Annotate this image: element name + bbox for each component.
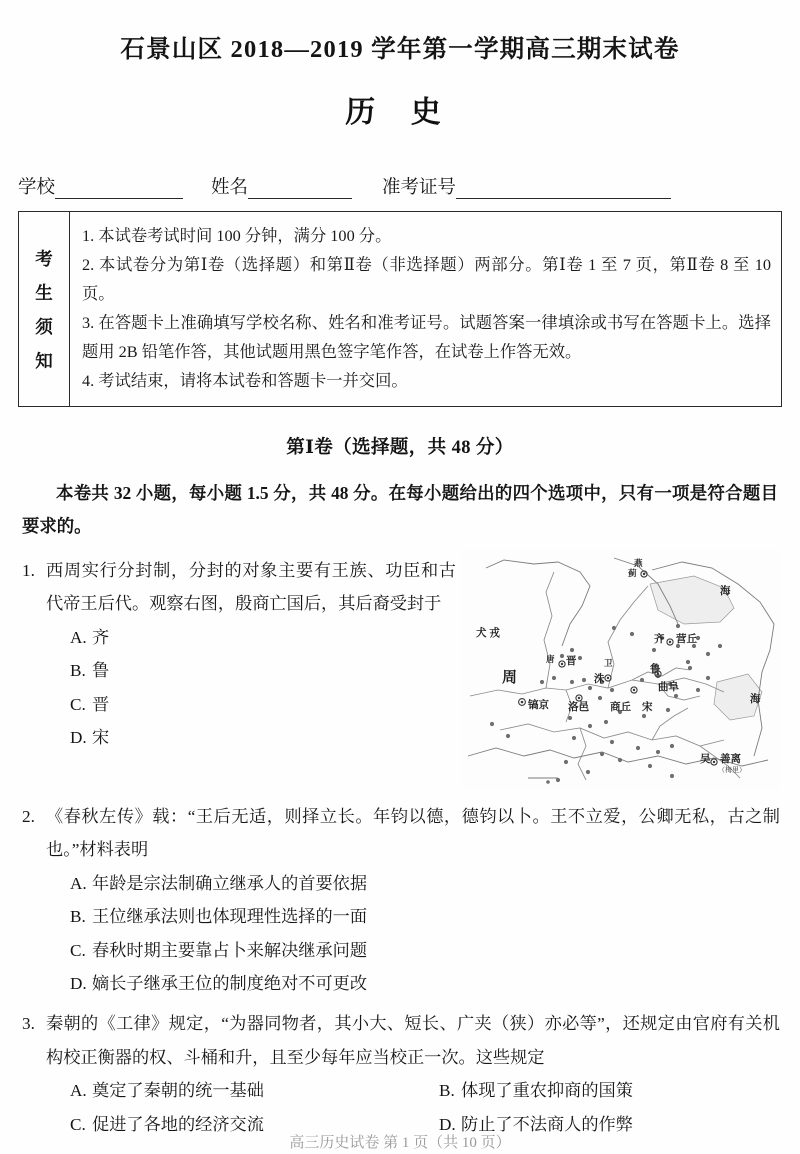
notice-item: 4. 考试结束，请将本试卷和答题卡一并交回。 — [82, 371, 408, 390]
school-input-rule[interactable] — [55, 183, 183, 199]
notice-item: 2. 本试卷分为第Ⅰ卷（选择题）和第Ⅱ卷（非选择题）两部分。第Ⅰ卷 1 至 7 页，第Ⅱ卷 8 至 10 页。 — [82, 255, 771, 303]
map-label-shangqiu: 商丘 — [610, 700, 631, 713]
question-body — [46, 1007, 780, 1141]
option-text: 促进了各地的经济交流 — [92, 1114, 264, 1134]
map-label-luoyi: 洛邑 — [568, 700, 589, 713]
question-number: 3. — [22, 1014, 35, 1033]
option-text: 春秋时期主要靠占卜来解决继承问题 — [92, 940, 368, 960]
section-intro: 本卷共 32 小题，每小题 1.5 分，共 48 分。在每小题给出的四个选项中，只有一项是符合题目要求的。 — [22, 483, 778, 537]
notice-item: 3. 在答题卡上准确填写学校名称、姓名和准考证号。试题答案一律填涂或书写在答题卡上。选择题用 2B 铅笔作答，其他试题用黑色签字笔作答，在试卷上作答无效。 — [82, 313, 771, 361]
option-item[interactable] — [46, 934, 780, 968]
option-letter: C. — [70, 940, 86, 960]
map-label-haojing: 镐京 — [528, 698, 549, 711]
option-text: 体现了重农抑商的国策 — [461, 1081, 633, 1101]
name-field[interactable] — [211, 173, 352, 199]
map-label-zhu: 洙 — [594, 672, 605, 685]
school-field[interactable] — [18, 173, 183, 199]
map-canvas — [462, 550, 780, 790]
option-item[interactable] — [46, 900, 780, 934]
map-label-qi: 齐 — [654, 632, 665, 645]
option-text: 齐 — [92, 627, 110, 647]
option-text: 晋 — [92, 694, 110, 714]
map-label-yingqiu: 营丘 — [676, 632, 697, 645]
map-svg — [462, 550, 780, 790]
option-text: 鲁 — [92, 661, 110, 681]
option-text: 防止了不法商人的作弊 — [461, 1114, 633, 1134]
map-label-qufu: 曲阜 — [658, 680, 679, 693]
examinee-notice-box — [18, 211, 782, 407]
option-text: 王位继承法则也体现理性选择的一面 — [92, 907, 368, 927]
option-text: 嫡长子继承王位的制度绝对不可更改 — [92, 974, 368, 994]
page-footer: 高三历史试卷 第 1 页（共 10 页） — [289, 1135, 511, 1151]
map-label-meili: （梅里） — [718, 766, 746, 774]
map-label-yan: 燕 — [634, 557, 643, 568]
option-letter: D. — [70, 728, 87, 748]
question-stem: 《春秋左传》载：“王后无适，则择立长。年钧以德，德钧以卜。王不立爱，公卿无私，古之制也。”材料表明 — [46, 806, 780, 860]
notice-title-char: 知 — [35, 350, 53, 371]
question-item — [20, 1007, 780, 1141]
map-label-song: 宋 — [642, 700, 653, 713]
option-letter: D. — [70, 974, 87, 994]
western-zhou-fiefdom-map — [462, 550, 780, 790]
map-label-zhou: 周 — [502, 669, 518, 686]
map-label-shanli: 善离 — [720, 752, 741, 765]
map-label-quanrong: 犬 戎 — [476, 626, 500, 639]
identity-row — [0, 173, 800, 199]
ticket-input-rule[interactable] — [456, 183, 671, 199]
notice-title-char: 须 — [35, 316, 53, 337]
question-body — [46, 554, 780, 794]
ticket-label: 准考证号 — [382, 178, 457, 198]
option-item[interactable] — [46, 967, 780, 1001]
option-list — [46, 867, 780, 1001]
name-input-rule[interactable] — [248, 183, 352, 199]
option-letter: A. — [70, 627, 87, 647]
map-label-lu: 鲁 — [650, 662, 661, 675]
notice-title-char: 考 — [35, 248, 53, 269]
notice-title-column — [19, 212, 70, 406]
map-label-sea-north: 海 — [720, 584, 731, 597]
question-stem: 西周实行分封制，分封的对象主要有王族、功臣和古代帝王后代。观察右图，殷商亡国后，其后裔受封于 — [46, 560, 456, 614]
option-text: 宋 — [92, 728, 110, 748]
option-item[interactable] — [46, 867, 780, 901]
map-label-wei: 卫 — [604, 657, 613, 668]
option-item[interactable] — [415, 1074, 780, 1108]
map-label-ji: 蓟 — [628, 567, 637, 578]
map-label-tang: 唐 — [546, 653, 555, 664]
question-stem: 秦朝的《工律》规定，“为器同物者，其小大、短长、广夹（狭）亦必等”，还规定由官府有关机构校正衡器的权、斗桶和升，且至少每年应当校正一次。这些规定 — [46, 1014, 780, 1067]
notice-body — [70, 212, 781, 406]
option-letter: B. — [70, 907, 86, 927]
school-label: 学校 — [18, 178, 56, 198]
map-label-jin: 晋 — [566, 654, 577, 667]
question-list — [20, 554, 780, 1141]
question-item — [20, 800, 780, 1001]
question-body — [46, 800, 780, 1001]
question-number: 2. — [22, 806, 35, 826]
option-letter: B. — [70, 661, 86, 681]
option-letter: D. — [439, 1114, 456, 1134]
subject-title: 历 史 — [345, 96, 455, 129]
option-letter: A. — [70, 873, 87, 893]
name-label: 姓名 — [211, 178, 249, 198]
option-item[interactable] — [46, 1074, 411, 1108]
option-letter: A. — [70, 1081, 87, 1101]
question-number: 1. — [22, 560, 35, 580]
map-label-sea-east: 海 — [750, 692, 761, 705]
option-text: 年龄是宗法制确立继承人的首要依据 — [92, 873, 368, 893]
ticket-field[interactable] — [382, 173, 671, 199]
notice-item: 1. 本试卷考试时间 100 分钟，满分 100 分。 — [82, 226, 392, 245]
notice-title-char: 生 — [35, 282, 53, 303]
option-text: 奠定了秦朝的统一基础 — [92, 1081, 264, 1101]
page-title: 石景山区 2018—2019 学年第一学期高三期末试卷 — [120, 36, 680, 63]
option-letter: B. — [439, 1081, 455, 1101]
option-letter: C. — [70, 1114, 86, 1134]
option-letter: C. — [70, 694, 86, 714]
section-heading: 第Ⅰ卷（选择题，共 48 分） — [286, 438, 514, 458]
question-item — [20, 554, 780, 794]
map-label-wu: 吴 — [700, 752, 711, 765]
